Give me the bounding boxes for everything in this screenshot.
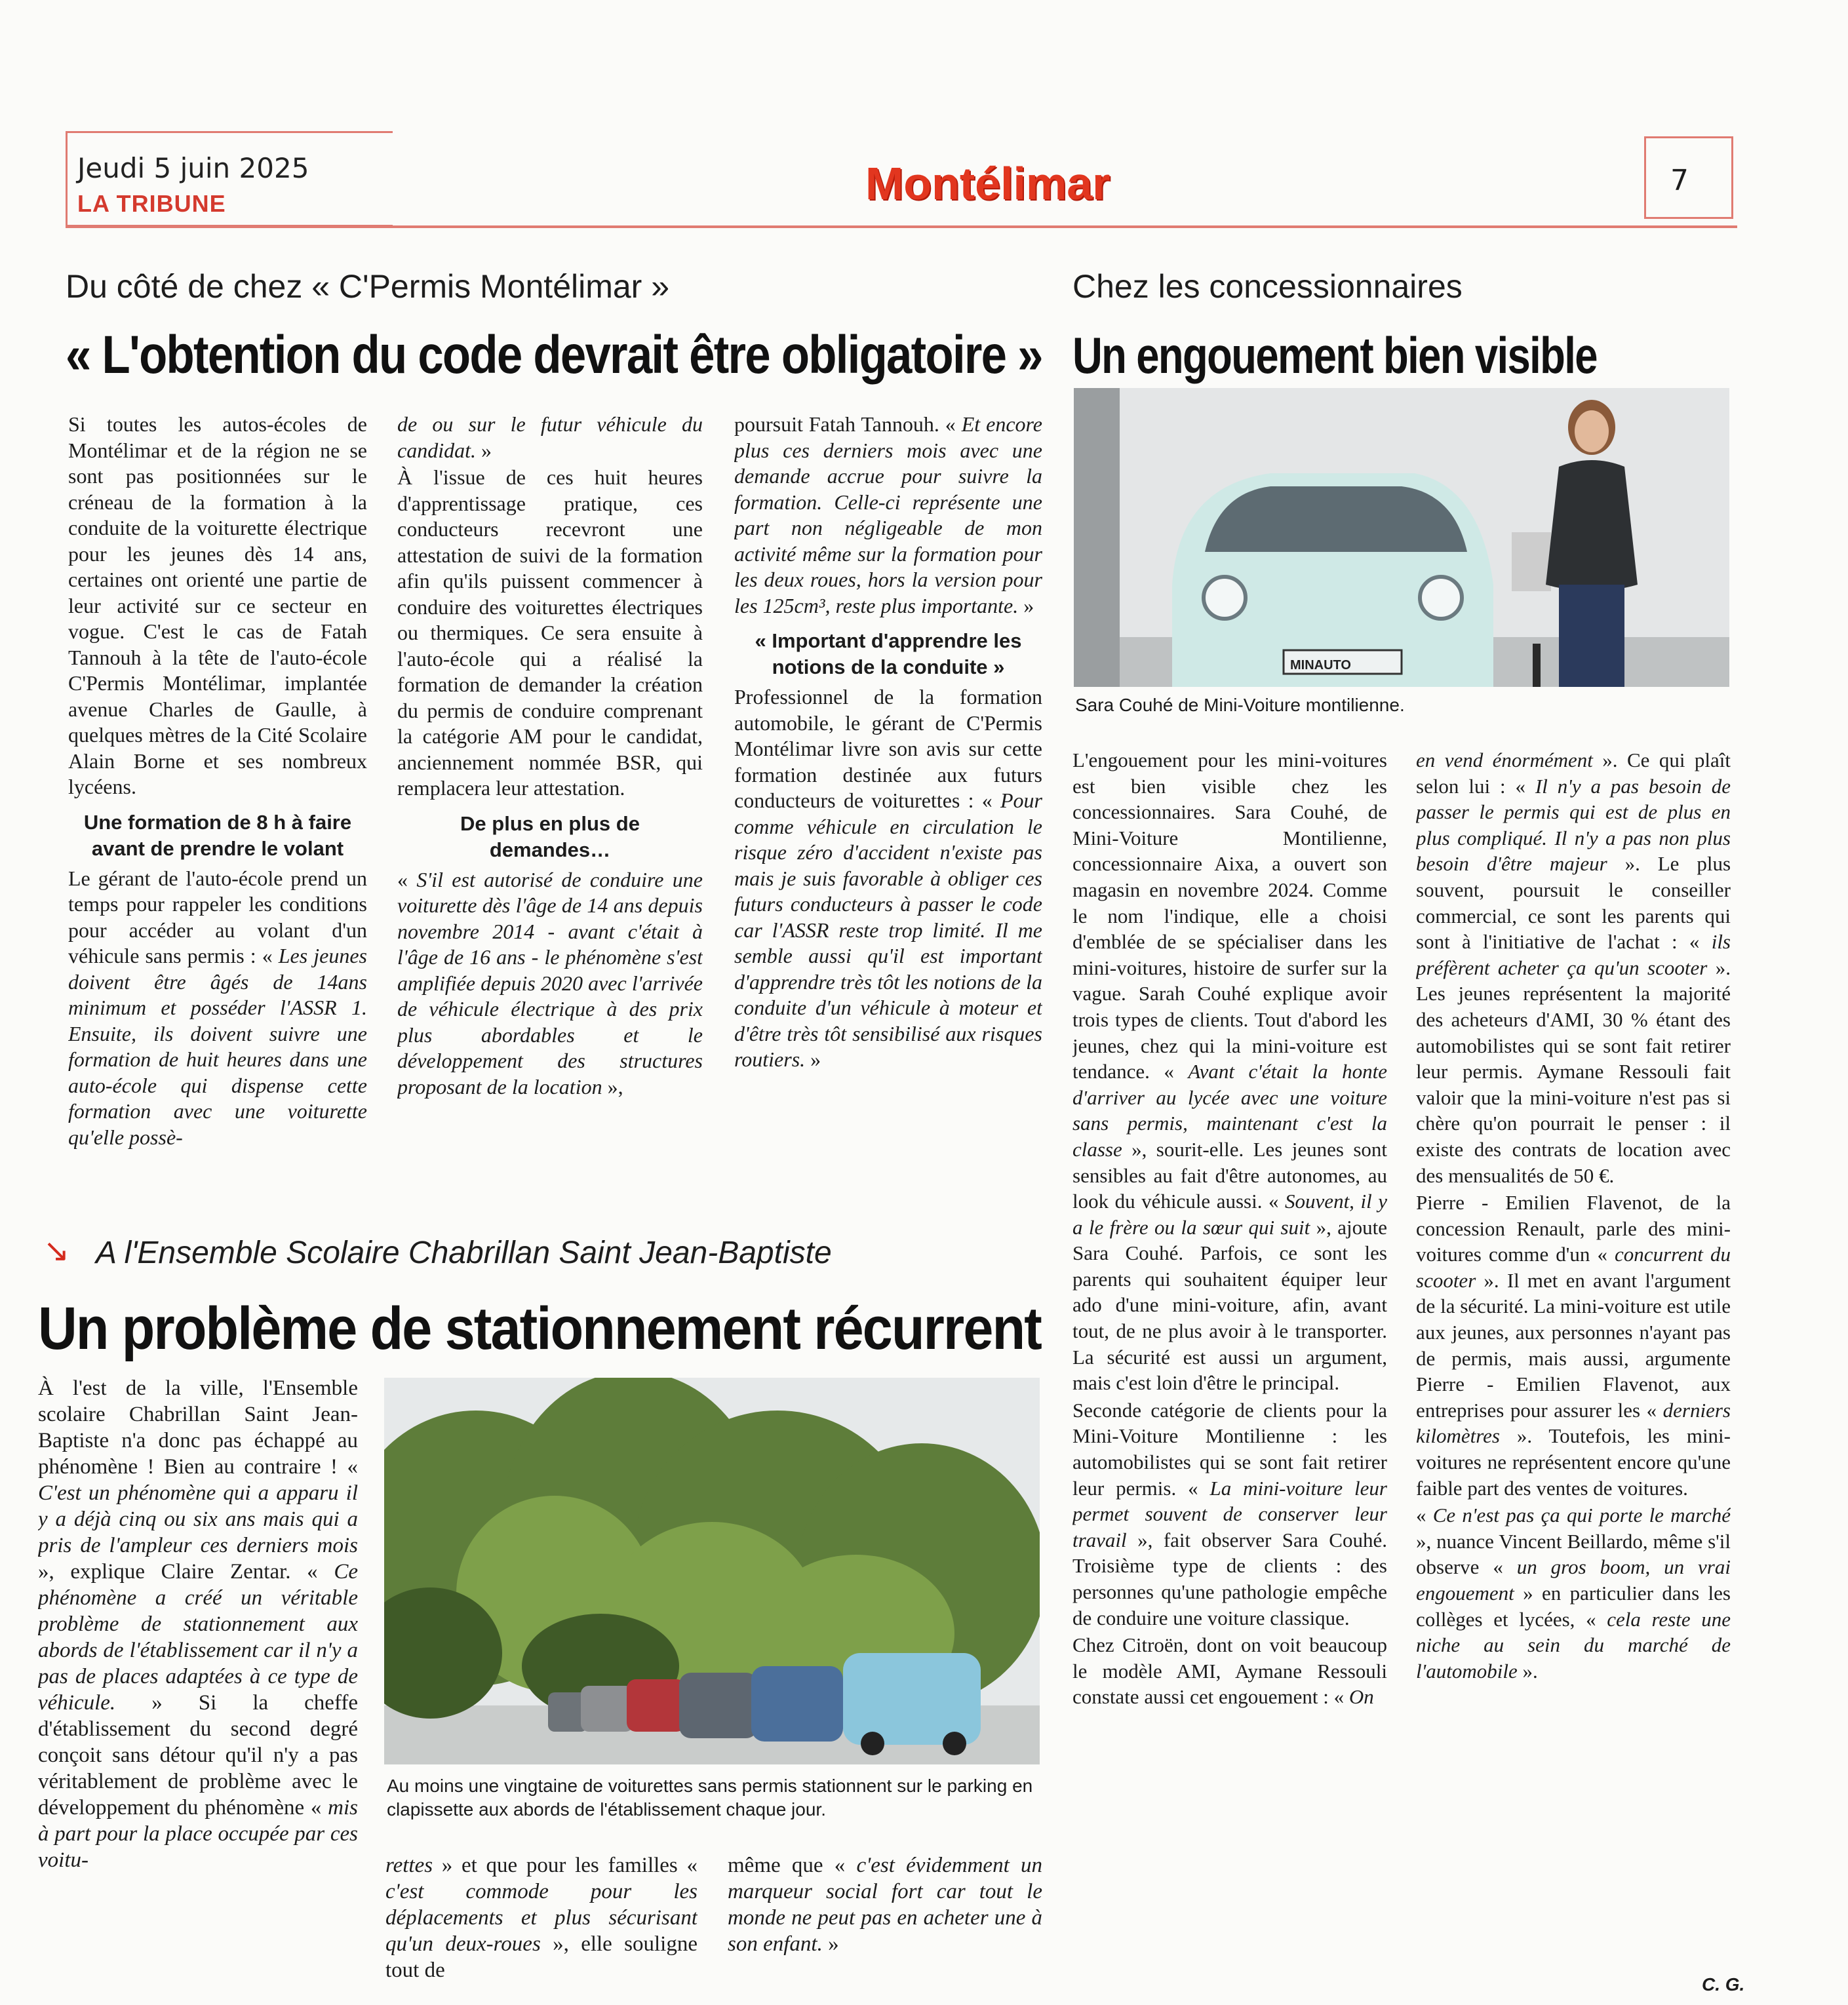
article1-paragraph: « S'il est autorisé de conduire une voiturette dès l'âge de 14 ans depuis novembre 2014 - avant c'était à l'âge de 16 ans - le phénomène s'est amplifiée depuis 2020 avec l'arrivée de véhicule électrique à des prix plus abordables et le développement des structures proposant de la location », xyxy=(397,867,703,1099)
article2-column-3 xyxy=(728,1852,1042,1993)
author-signature: C. G. xyxy=(1702,1974,1745,1995)
dealer-photo-caption: Sara Couhé de Mini-Voiture montilienne. xyxy=(1075,695,1405,715)
article1-subhead-1: Une formation de 8 h à faire avant de prendre le volant xyxy=(83,810,352,860)
article3-column-1 xyxy=(1072,747,1387,1993)
article1-headline: « L'obtention du code devrait être obligatoire » xyxy=(66,325,1042,385)
article2-column-2 xyxy=(385,1852,698,1993)
arrow-down-right-icon: ↘ xyxy=(43,1232,70,1269)
article2-paragraph: rettes » et que pour les familles « c'est commode pour les déplacements et plus sécurisant qu'un deux-roues », elle souligne tout de xyxy=(385,1854,698,1982)
parking-photo-caption: Au moins une vingtaine de voiturettes sans permis stationnent sur le parking en clapissette aux abords de l'établissement chaque jour. xyxy=(387,1776,1033,1820)
article2-kicker: A l'Ensemble Scolaire Chabrillan Saint Jean-Baptiste xyxy=(96,1236,832,1270)
header-rule xyxy=(66,225,1737,228)
article2-paragraph: À l'est de la ville, l'Ensemble scolaire Chabrillan Saint Jean-Baptiste n'a donc pas échappé au phénomène ! Bien au contraire ! « C'est un phénomène qui a apparu il y a déjà cinq ou six ans mais qui a pris de l'ampleur ces derniers mois », explique Claire Zentar. « Ce phénomène a créé un véritable problème de stationnement aux abords de l'établissement car il n'y a pas de places adaptées à ce type de véhicule. » Si la cheffe d'établissement du second degré conçoit sans détour qu'il n'y a pas véritablement de problème avec le développement du phénomène « mis à part pour la place occupée par ces voitu- xyxy=(38,1376,358,1872)
article1-paragraph: poursuit Fatah Tannouh. « Et encore plus ces derniers mois avec une demande accrue pour suivre la formation. Celle-ci représente une part non négligeable de mon activité même sur la formation pour les deux roues, hors la version pour les 125cm³, reste plus importante. » xyxy=(734,412,1042,617)
car-plate: MINAUTO xyxy=(1290,658,1351,672)
article1-paragraph: Professionnel de la formation automobile, le gérant de C'Permis Montélimar livre son avis sur cette formation destinée aux futurs conducteurs de voiturettes : « Pour comme véhicule en circulation le risque zéro d'accident n'existe pas mais je suis favorable à obliger ces futurs conducteurs à passer le code car l'ASSR reste trop limité. Il me semble aussi qu'il est important d'apprendre très tôt les notions de la conduite d'un véhicule à moteur et d'être très tôt sensibilisé aux risques routiers. » xyxy=(734,685,1042,1071)
article2-paragraph: même que « c'est évidemment un marqueur social fort car tout le monde ne peut pas en acheter une à son enfant. » xyxy=(728,1854,1042,1956)
article3-kicker: Chez les concessionnaires xyxy=(1072,268,1463,305)
article1-paragraph: Le gérant de l'auto-école prend un temps pour rappeler les conditions pour accéder au volant d'un véhicule sans permis : « Les jeunes doivent être âgés de 14ans minimum et posséder l'ASSR 1. Ensuite, ils doivent suivre une formation de huit heures dans une auto-école qui dispense cette formation avec une voiturette qu'elle possè- xyxy=(68,866,367,1149)
article3-paragraph: Seconde catégorie de clients pour la Mini-Voiture Montilienne : les automobilistes qui se sont fait retirer leur permis. « La mini-voiture leur permet souvent de conserver leur travail », fait observer Sara Couhé. Troisième type de clients : des personnes qu'une pathologie empêche de conduire une voiture classique. xyxy=(1072,1398,1387,1629)
article3-column-2 xyxy=(1416,747,1731,1973)
article1-column-1 xyxy=(68,412,367,1198)
article3-paragraph: Pierre - Emilien Flavenot, de la concession Renault, parle des mini-voitures comme d'un « concurrent du scooter ». Il met en avant l'argument de la sécurité. La mini-voiture est utile aux jeunes, aux personnes n'ayant pas de permis, mais aussi, argumente Pierre - Emilien Flavenot, aux entreprises pour assurer les « derniers kilomètres ». Toutefois, les mini-voitures ne représentent encore qu'une faible part des ventes de voitures. xyxy=(1416,1191,1731,1500)
article1-paragraph: de ou sur le futur véhicule du candidat. » xyxy=(397,412,703,462)
newspaper-name: LA TRIBUNE xyxy=(77,190,226,217)
parking-photo xyxy=(384,1378,1040,1764)
article1-subhead-2: De plus en plus de demandes… xyxy=(460,811,640,861)
article2-column-1 xyxy=(38,1375,358,1991)
page-number: 7 xyxy=(1670,164,1689,197)
article1-paragraph: À l'issue de ces huit heures d'apprentissage pratique, ces conducteurs recevront une attestation de suivi de la formation afin qu'ils puissent commencer à conduire des voiturettes électriques ou thermiques. Ce sera ensuite à l'auto-école qui a réalisé la formation de demander la création du permis de conduire comprenant la catégorie AM pour le candidat, anciennement nommée BSR, qui remplacera leur attestation. xyxy=(397,465,703,800)
article1-column-3 xyxy=(734,412,1042,1198)
article3-paragraph: en vend énormément ». Ce qui plaît selon lui : « Il n'y a pas besoin de passer le permis qui est de plus en plus compliqué. Il n'y a pas non plus besoin d'être majeur ». Le plus souvent, poursuit le conseiller commercial, ce sont les parents qui sont à l'initiative de l'achat : « ils préfèrent acheter ça qu'un scooter ». Les jeunes représentent la majorité des acheteurs d'AMI, 30 % étant des automobilistes qui se sont fait retirer leur permis. Aymane Ressouli fait valoir que la mini-voiture n'est pas si chère qu'on pourrait le penser : il existe des contrats de location avec des mensualités de 50 €. xyxy=(1416,749,1731,1187)
dealer-illustration xyxy=(1074,388,1729,687)
article1-kicker: Du côté de chez « C'Permis Montélimar » xyxy=(66,268,670,305)
article1-subhead-3: « Important d'apprendre les notions de la conduite » xyxy=(755,629,1022,678)
parking-illustration xyxy=(384,1378,1040,1764)
article3-paragraph: « Ce n'est pas ça qui porte le marché », nuance Vincent Beillardo, même s'il observe « un gros boom, un vrai engouement » en particulier dans les collèges et lycées, « cela reste une niche au sein du marché de l'automobile ». xyxy=(1416,1504,1731,1683)
dealer-photo xyxy=(1074,388,1729,687)
article3-paragraph: Chez Citroën, dont on voit beaucoup le modèle AMI, Aymane Ressouli constate aussi cet engouement : « On xyxy=(1072,1633,1387,1709)
issue-date: Jeudi 5 juin 2025 xyxy=(77,152,309,184)
article3-headline: Un engouement bien visible xyxy=(1072,326,1597,384)
article2-headline: Un problème de stationnement récurrent xyxy=(38,1295,1041,1362)
section-title: Montélimar xyxy=(865,158,1111,209)
article1-column-2 xyxy=(397,412,703,1198)
article3-paragraph: L'engouement pour les mini-voitures est bien visible chez les concessionnaires. Sara Couhé, de Mini-Voiture Montilienne, concessionnaire Aixa, a ouvert son magasin en novembre 2024. Comme le nom l'indique, elle a choisi d'emblée de se spécialiser dans les mini-voitures, histoire de surfer sur la vague. Sarah Couhé explique avoir trois types de clients. Tout d'abord les jeunes, chez qui la mini-voiture est tendance. « Avant c'était la honte d'arriver au lycée avec une voiture sans permis, maintenant c'est la classe », sourit-elle. Les jeunes sont sensibles au fait d'être autonomes, au look du véhicule aussi. « Souvent, il y a le frère ou la sœur qui suit », ajoute Sara Couhé. Parfois, ce sont les parents qui souhaitent équiper leur ado d'une mini-voiture, afin, avant tout, de ne plus avoir à le transporter. La sécurité est aussi un argument, mais c'est loin d'être le principal. xyxy=(1072,749,1387,1395)
article1-paragraph: Si toutes les autos-écoles de Montélimar et de la région ne se sont pas positionnées sur le créneau de la formation à la conduite de la voiturette électrique pour les jeunes dès 14 ans, certaines ont orienté une partie de leur activité sur ce secteur en vogue. C'est le cas de Fatah Tannouh à la tête de l'auto-école C'Permis Montélimar, implantée avenue Charles de Gaulle, à quelques mètres de la Cité Scolaire Alain Borne et ses nombreux lycéens. xyxy=(68,412,367,798)
page-number-frame xyxy=(1644,136,1733,219)
